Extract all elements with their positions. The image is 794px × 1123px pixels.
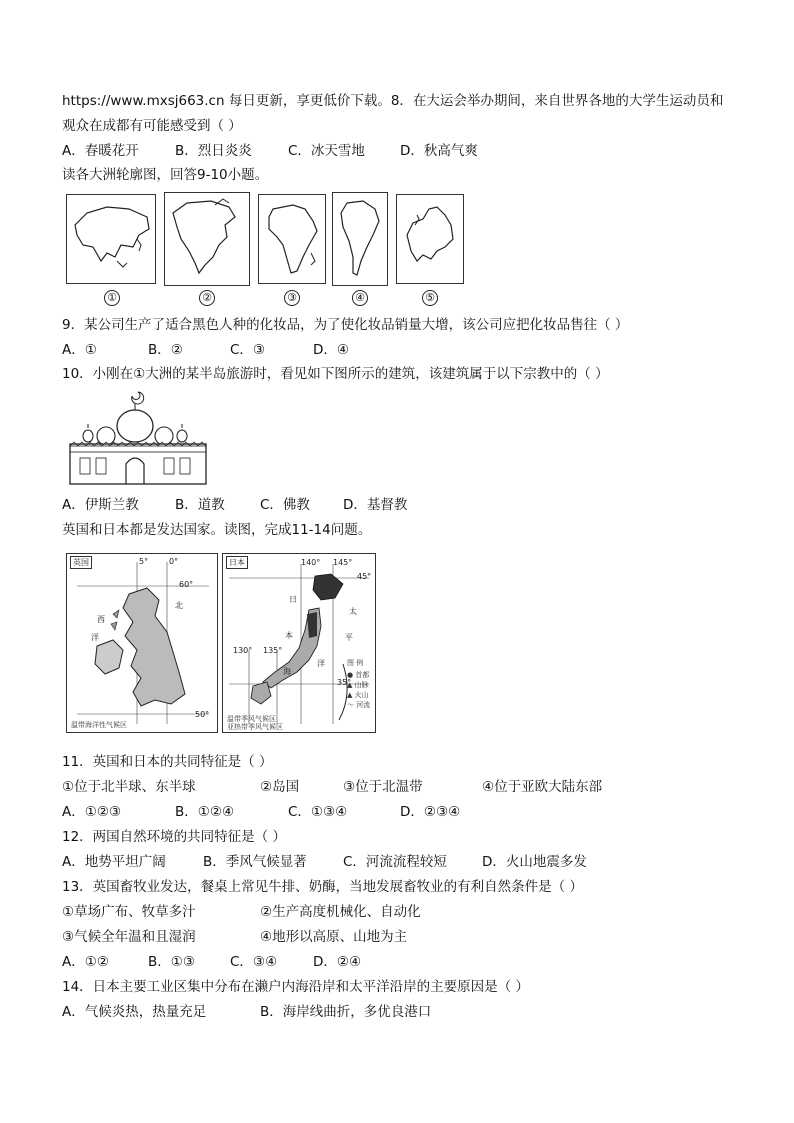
continent-figure [66, 192, 466, 307]
continent-map-africa [258, 194, 326, 284]
q13-choice-3: ③气候全年温和且湿润 [62, 929, 196, 945]
q13-option-c: C．③④ [230, 954, 278, 970]
continent-label-2: ② [199, 290, 215, 306]
jp-lon-135: 135° [263, 646, 283, 655]
jp-lon-140: 140° [301, 558, 321, 567]
q10-stem: 10．小刚在①大洲的某半岛旅游时，看见如下图所示的建筑，该建筑属于以下宗教中的（ ） [62, 366, 609, 382]
jp-legend-subtropical: 亚热带季风气候区 [227, 723, 283, 731]
q12-option-d: D．火山地震多发 [482, 854, 587, 870]
jp-sea-label-ri: 日 [289, 595, 297, 604]
uk-japan-maps [66, 553, 376, 735]
q11-choice-3: ③位于北温带 [343, 779, 423, 795]
jp-sea-label-ben: 本 [285, 631, 293, 640]
q9-option-a: A．① [62, 342, 97, 358]
q11-choice-4: ④位于亚欧大陆东部 [482, 779, 603, 795]
q9-option-b: B．② [148, 342, 183, 358]
q11-option-c: C．①③④ [288, 804, 348, 820]
mosque-icon [66, 388, 211, 488]
jp-sea-label-ping: 平 [345, 633, 353, 642]
continent-label-4: ④ [352, 290, 368, 306]
q13-option-d: D．②④ [313, 954, 362, 970]
jp-lon-130: 130° [233, 646, 253, 655]
q14-option-b: B．海岸线曲折，多优良港口 [260, 1004, 432, 1020]
intro-9-10: 读各大洲轮廓图，回答9-10小题。 [62, 167, 269, 183]
jp-legend-volcano: ▲ 火山 [347, 691, 369, 699]
q11-option-a: A．①②③ [62, 804, 122, 820]
q9-option-c: C．③ [230, 342, 266, 358]
q13-stem: 13．英国畜牧业发达，餐桌上常见牛排、奶酶，当地发展畜牧业的有利自然条件是（ ） [62, 879, 583, 895]
continent-map-asia [66, 194, 156, 284]
q8-option-b: B．烈日炎炎 [175, 143, 252, 159]
uk-sea-label-north: 北 [175, 601, 183, 610]
q11-option-d: D．②③④ [400, 804, 461, 820]
q12-option-c: C．河流流程较短 [343, 854, 447, 870]
q13-choice-2: ②生产高度机械化、自动化 [260, 904, 421, 920]
uk-map-drawing-icon [67, 554, 217, 732]
q8-option-a: A．春暖花开 [62, 143, 139, 159]
jp-lat-45: 45° [357, 572, 372, 581]
jp-legend-mountain: ▲ 山脉 [347, 681, 369, 689]
africa-outline-icon [259, 195, 325, 283]
q11-choice-2: ②岛国 [260, 779, 300, 795]
uk-lat-50: 50° [195, 710, 210, 719]
q10-option-d: D．基督教 [343, 497, 408, 513]
continent-map-europe [396, 194, 464, 284]
q12-option-a: A．地势平坦广阔 [62, 854, 166, 870]
north-america-outline-icon [165, 193, 249, 285]
q8-option-d: D．秋高气爽 [400, 143, 478, 159]
q12-option-b: B．季风气候显著 [203, 854, 307, 870]
q14-option-a: A．气候炎热，热量充足 [62, 1004, 207, 1020]
uk-legend: 温带海洋性气候区 [71, 721, 127, 729]
q11-choice-1: ①位于北半球、东半球 [62, 779, 196, 795]
q10-option-a: A．伊斯兰教 [62, 497, 139, 513]
uk-map [66, 553, 218, 733]
q9-stem: 9．某公司生产了适合黑色人种的化妆品，为了使化妆品销量大增，该公司应把化妆品售往（ ） [62, 317, 629, 333]
jp-sea-label-tai: 太 [349, 607, 357, 616]
asia-outline-icon [67, 195, 155, 283]
header-line: https://www.mxsj663.cn 每日更新，享更低价下载。8．在大运会举办期间，来自世界各地的大学生运动员和 [62, 93, 724, 109]
uk-sea-label-ocean: 洋 [91, 633, 99, 642]
continent-label-3: ③ [284, 290, 300, 306]
q13-option-a: A．①② [62, 954, 109, 970]
mosque-illustration [66, 388, 211, 488]
uk-lon-0: 0° [169, 557, 179, 566]
continent-map-south-america [332, 192, 388, 286]
q11-option-b: B．①②④ [175, 804, 235, 820]
q9-option-d: D．④ [313, 342, 349, 358]
europe-outline-icon [397, 195, 463, 283]
jp-lon-145: 145° [333, 558, 353, 567]
south-america-outline-icon [333, 193, 387, 285]
q8-stem-continued: 观众在成都有可能感受到（ ） [62, 118, 242, 134]
q13-option-b: B．①③ [148, 954, 195, 970]
japan-map-title: 日本 [226, 556, 248, 569]
uk-lat-60: 60° [179, 580, 194, 589]
q10-option-c: C．佛教 [260, 497, 310, 513]
q12-stem: 12．两国自然环境的共同特征是（ ） [62, 829, 286, 845]
uk-sea-label-west: 西 [97, 615, 105, 624]
q8-option-c: C．冰天雪地 [288, 143, 365, 159]
q13-choice-1: ①草场广布、牧草多汁 [62, 904, 196, 920]
uk-map-title: 英国 [70, 556, 92, 569]
q14-stem: 14．日本主要工业区集中分布在濑户内海沿岸和太平洋沿岸的主要原因是（ ） [62, 979, 529, 995]
continent-map-north-america [164, 192, 250, 286]
jp-legend-capital: ● 首都 [347, 671, 370, 679]
jp-sea-label-hai: 海 [283, 667, 291, 676]
uk-lon-5w: 5° [139, 557, 149, 566]
q13-choice-4: ④地形以高原、山地为主 [260, 929, 408, 945]
q10-option-b: B．道教 [175, 497, 225, 513]
jp-lat-35: 35° [337, 678, 352, 687]
jp-legend-temperate: 温带季风气候区 [227, 715, 276, 723]
jp-legend-river: ～ 河流 [347, 701, 371, 709]
intro-11-14: 英国和日本都是发达国家。读图，完成11-14问题。 [62, 522, 372, 538]
japan-map [222, 553, 376, 733]
q11-stem: 11．英国和日本的共同特征是（ ） [62, 754, 273, 770]
continent-label-5: ⑤ [422, 290, 438, 306]
jp-legend-title: 图 例 [347, 659, 364, 667]
continent-label-1: ① [104, 290, 120, 306]
jp-sea-label-yang: 洋 [317, 659, 325, 668]
